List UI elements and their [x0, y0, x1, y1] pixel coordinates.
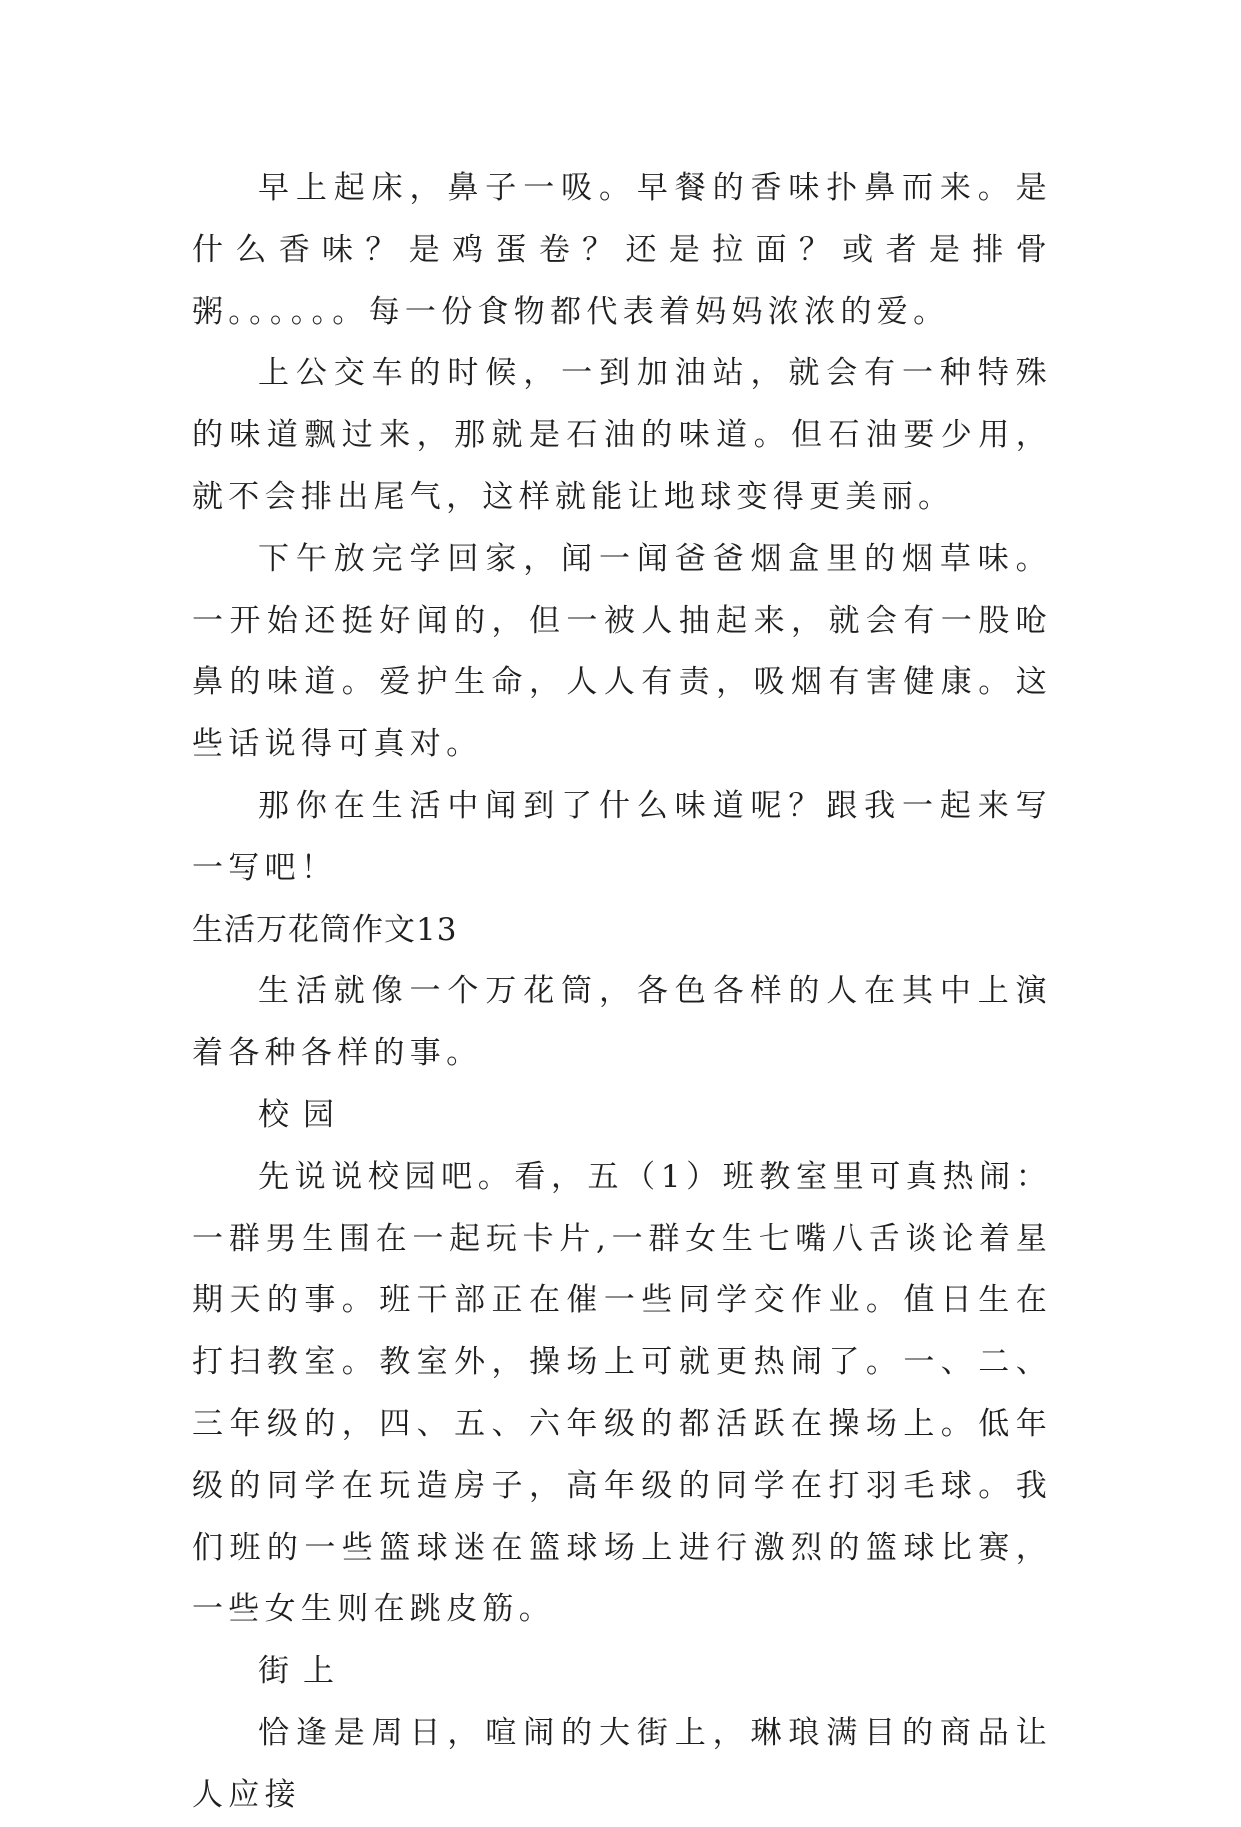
document-body	[192, 158, 1052, 1827]
essay-title: 生活万花筒作文13	[192, 911, 458, 948]
paragraph-intro: 生活就像一个万花筒，各色各样的人在其中上演着各种各样的事。	[192, 973, 1052, 1072]
paragraph-breakfast: 早上起床，鼻子一吸。早餐的香味扑鼻而来。是什么香味？是鸡蛋卷？还是拉面？或者是排骨粥。。。。。。每一份食物都代表着妈妈浓浓的爱。	[192, 170, 1052, 330]
paragraph-bus: 上公交车的时候，一到加油站，就会有一种特殊的味道飘过来，那就是石油的味道。但石油要少用，就不会排出尾气，这样就能让地球变得更美丽。	[192, 355, 1052, 515]
paragraph-campus: 先说说校园吧。看，五（1）班教室里可真热闹：一群男生围在一起玩卡片,一群女生七嘴八舌谈论着星期天的事。班干部正在催一些同学交作业。值日生在打扫教室。教室外，操场上可就更热闹了。一、二、三年级的，四、五、六年级的都活跃在操场上。低年级的同学在玩造房子，高年级的同学在打羽毛球。我们班的一些篮球迷在篮球场上进行激烈的篮球比赛，一些女生则在跳皮筋。	[192, 1158, 1052, 1628]
paragraph-street: 恰逢是周日，喧闹的大街上，琳琅满目的商品让人应接	[192, 1714, 1052, 1813]
section-heading-street: 街上	[258, 1653, 348, 1690]
paragraph-question: 那你在生活中闻到了什么味道呢？跟我一起来写一写吧！	[192, 787, 1052, 886]
paragraph-afternoon: 下午放完学回家，闻一闻爸爸烟盒里的烟草味。一开始还挺好闻的，但一被人抽起来，就会有一股呛鼻的味道。爱护生命，人人有责，吸烟有害健康。这些话说得可真对。	[192, 540, 1052, 763]
section-heading-campus: 校园	[258, 1096, 348, 1133]
